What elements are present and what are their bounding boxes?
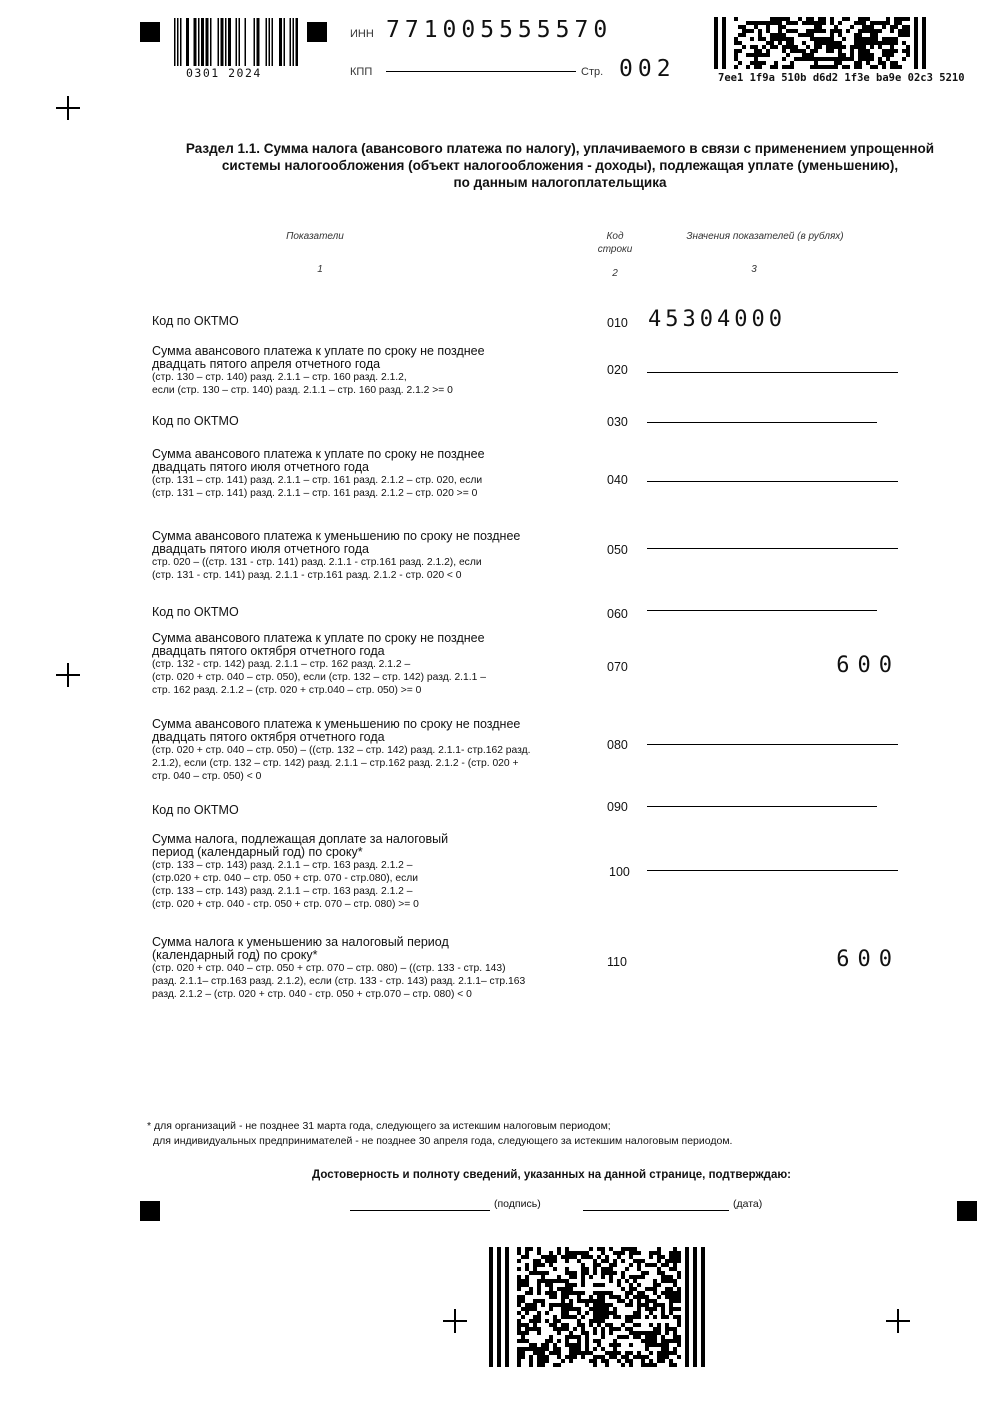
- value-field: [647, 548, 898, 549]
- row-code: 030: [607, 415, 628, 429]
- corner-marker: [957, 1201, 977, 1221]
- date-label: (дата): [733, 1198, 763, 1210]
- corner-marker: [307, 22, 327, 42]
- row-label: [152, 804, 239, 817]
- row-code: 060: [607, 607, 628, 621]
- row-formula: если (стр. 130 – стр. 140) разд. 2.1.1 – стр. 160 разд. 2.1.2 >= 0: [152, 385, 453, 396]
- registration-cross: [443, 1309, 467, 1333]
- date-field: [583, 1210, 729, 1211]
- footnote-line: * для организаций - не позднее 31 марта года, следующего за истекшим налоговым периодом;: [147, 1120, 611, 1132]
- amount-value: 600: [836, 947, 900, 972]
- row-main-text: двадцать пятого июля отчетного года: [152, 460, 369, 474]
- footnote-line: для индивидуальных предпринимателей - не позднее 30 апреля года, следующего за истекшим налоговым периодом.: [153, 1135, 733, 1147]
- column-header-values: Значения показателей (в рублях): [686, 231, 844, 242]
- row-code: 090: [607, 800, 628, 814]
- matrix-hash: 7ee1 1f9a 510b d6d2 1f3e ba9e 02c3 5210: [718, 72, 965, 84]
- amount-value: 600: [836, 653, 900, 678]
- row-main-text: Код по ОКТМО: [152, 803, 239, 817]
- oktmo-value: 45304000: [648, 307, 786, 332]
- signature-field: [350, 1210, 490, 1211]
- row-label: [152, 448, 485, 500]
- column-header-code: [590, 230, 640, 256]
- row-formula: (стр. 133 – стр. 143) разд. 2.1.1 – стр. 163 разд. 2.1.2 –: [152, 860, 413, 871]
- row-main-text: период (календарный год) по сроку*: [152, 845, 363, 859]
- column-header-indicators: Показатели: [286, 231, 344, 242]
- row-label: [152, 345, 485, 397]
- row-label: [152, 530, 520, 582]
- row-formula: (стр. 020 + стр. 040 – стр. 050 + стр. 070 – стр. 080) – ((стр. 133 - стр. 143): [152, 963, 506, 974]
- footnote: [147, 1119, 732, 1149]
- row-label: [152, 606, 239, 619]
- row-label: [152, 415, 239, 428]
- row-main-text: двадцать пятого апреля отчетного года: [152, 357, 381, 371]
- barcode-number: 0301 2024: [186, 66, 262, 80]
- row-formula: разд. 2.1.2 – (стр. 020 + стр. 040 - стр. 050 + стр.070 – стр. 080) < 0: [152, 989, 472, 1000]
- row-formula: (стр. 131 - стр. 141) разд. 2.1.1 - стр.161 разд. 2.1.2 - стр. 020 < 0: [152, 570, 462, 581]
- row-formula: стр. 162 разд. 2.1.2 – (стр. 020 + стр.040 – стр. 050) >= 0: [152, 685, 422, 696]
- row-formula: (стр. 020 + стр. 040 – стр. 050), если (стр. 132 – стр. 142) разд. 2.1.1 –: [152, 672, 486, 683]
- bottom-matrix-barcode: [489, 1247, 709, 1367]
- value-field: [647, 870, 898, 871]
- page-number: 002: [619, 56, 676, 82]
- row-label: [152, 936, 525, 1001]
- row-main-text: Сумма авансового платежа к уплате по сроку не позднее: [152, 447, 485, 461]
- row-formula: разд. 2.1.1– стр.163 разд. 2.1.2), если (стр. 133 - стр. 143) разд. 2.1.1– стр.163: [152, 976, 526, 987]
- row-main-text: (календарный год) по сроку*: [152, 948, 318, 962]
- row-main-text: Код по ОКТМО: [152, 605, 239, 619]
- column-header-code-line: строки: [597, 244, 633, 255]
- corner-marker: [140, 1201, 160, 1221]
- column-number: 1: [317, 264, 323, 275]
- oktmo-field: [647, 806, 877, 807]
- row-label: [152, 632, 486, 697]
- row-main-text: Сумма авансового платежа к уменьшению по сроку не позднее: [152, 529, 521, 543]
- kpp-field: [386, 71, 576, 72]
- row-formula: (стр. 130 – стр. 140) разд. 2.1.1 – стр. 160 разд. 2.1.2,: [152, 372, 407, 383]
- row-label: [152, 833, 448, 911]
- row-main-text: двадцать пятого июля отчетного года: [152, 542, 369, 556]
- value-field: [647, 372, 898, 373]
- section-title-line: по данным налогоплательщика: [453, 175, 667, 190]
- row-formula: (стр. 131 – стр. 141) разд. 2.1.1 – стр. 161 разд. 2.1.2 – стр. 020 >= 0: [152, 488, 478, 499]
- row-code: 010: [607, 316, 628, 330]
- row-main-text: Сумма налога, подлежащая доплате за налоговый: [152, 832, 449, 846]
- row-main-text: Сумма авансового платежа к уплате по сроку не позднее: [152, 631, 485, 645]
- row-main-text: Код по ОКТМО: [152, 314, 239, 328]
- row-code: 080: [607, 738, 628, 752]
- row-formula: (стр. 133 – стр. 143) разд. 2.1.1 – стр. 163 разд. 2.1.2 –: [152, 886, 413, 897]
- registration-cross: [56, 96, 80, 120]
- row-formula: 2.1.2), если (стр. 132 – стр. 142) разд. 2.1.1 – стр.162 разд. 2.1.2 - (стр. 020 +: [152, 758, 519, 769]
- row-main-text: Код по ОКТМО: [152, 414, 239, 428]
- linear-barcode: [174, 18, 298, 66]
- row-code: 100: [609, 865, 630, 879]
- row-label: [152, 315, 239, 328]
- kpp-label: КПП: [350, 66, 373, 78]
- value-field: [647, 481, 898, 482]
- row-main-text: Сумма авансового платежа к уменьшению по сроку не позднее: [152, 717, 521, 731]
- row-code: 110: [607, 955, 627, 969]
- row-code: 040: [607, 473, 628, 487]
- row-main-text: двадцать пятого октября отчетного года: [152, 730, 385, 744]
- row-formula: стр. 040 – стр. 050) < 0: [152, 771, 262, 782]
- signature-label: (подпись): [494, 1198, 541, 1210]
- page-label: Стр.: [581, 66, 604, 78]
- row-code: 020: [607, 363, 628, 377]
- column-header-code-line: Код: [606, 231, 624, 242]
- row-label: [152, 718, 531, 783]
- oktmo-field: [647, 610, 877, 611]
- section-title: [140, 140, 980, 191]
- section-title-line: системы налогообложения (объект налогообложения - доходы), подлежащая уплате (уменьшению),: [221, 158, 899, 173]
- inn-value: 771005555570: [386, 17, 613, 43]
- row-formula: (стр. 131 – стр. 141) разд. 2.1.1 – стр. 161 разд. 2.1.2 – стр. 020, если: [152, 475, 483, 486]
- inn-label: ИНН: [350, 28, 374, 40]
- row-main-text: Сумма авансового платежа к уплате по сроку не позднее: [152, 344, 485, 358]
- column-number: 3: [751, 264, 757, 275]
- registration-cross: [56, 663, 80, 687]
- row-formula: (стр. 020 + стр. 040 - стр. 050 + стр. 070 – стр. 080) >= 0: [152, 899, 419, 910]
- column-number: 2: [612, 268, 618, 279]
- confirmation-text: Достоверность и полноту сведений, указанных на данной странице, подтверждаю:: [312, 1169, 792, 1181]
- value-field: [647, 744, 898, 745]
- row-formula: (стр. 020 + стр. 040 – стр. 050) – ((стр. 132 – стр. 142) разд. 2.1.1- стр.162 разд.: [152, 745, 531, 756]
- matrix-barcode: [714, 17, 930, 69]
- section-title-line: Раздел 1.1. Сумма налога (авансового платежа по налогу), уплачиваемого в связи с применением упрощенной: [185, 141, 935, 156]
- corner-marker: [140, 22, 160, 42]
- row-main-text: Сумма налога к уменьшению за налоговый период: [152, 935, 449, 949]
- row-code: 050: [607, 543, 628, 557]
- row-main-text: двадцать пятого октября отчетного года: [152, 644, 385, 658]
- oktmo-field: [647, 422, 877, 423]
- row-code: 070: [607, 660, 628, 674]
- row-formula: (стр. 132 - стр. 142) разд. 2.1.1 – стр. 162 разд. 2.1.2 –: [152, 659, 411, 670]
- registration-cross: [886, 1309, 910, 1333]
- row-formula: (стр.020 + стр. 040 – стр. 050 + стр. 070 - стр.080), если: [152, 873, 419, 884]
- row-formula: стр. 020 – ((стр. 131 - стр. 141) разд. 2.1.1 - стр.161 разд. 2.1.2), если: [152, 557, 482, 568]
